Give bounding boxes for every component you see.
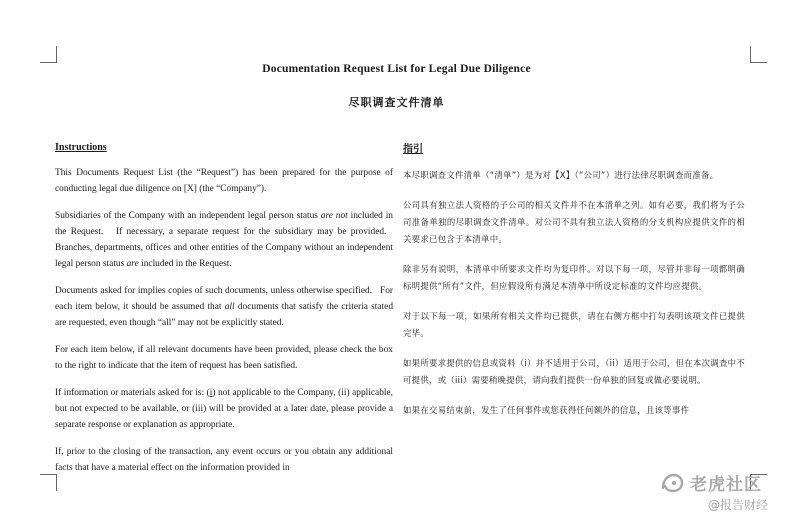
english-paragraph-2: Subsidiaries of the Company with an independent legal person status are not included in the Request. If necessary, a separate request for the subsidiary may be provided. Branches, departments, offices and other entities of the Company without an independent legal person status are included in the Request. bbox=[55, 211, 393, 269]
english-paragraph-6: If, prior to the closing of the transaction, any event occurs or you obtain any additional facts that have a material effect on the information provided in bbox=[55, 447, 393, 473]
english-paragraph-3: Documents asked for implies copies of such documents, unless otherwise specified. For each item below, it should be assumed that all documents that satisfy the criteria stated are requested, even though “all” may not be explicitly stated. bbox=[55, 286, 394, 328]
crop-mark-bottom-left bbox=[40, 474, 57, 491]
document-title-english: Documentation Request List for Legal Due Diligence bbox=[262, 63, 531, 75]
chinese-paragraph-1: 本尽职调查文件清单（“清单”）是为对【X】（“公司”）进行法律尽职调查而准备。 bbox=[403, 170, 719, 180]
crop-mark-top-right bbox=[750, 46, 767, 63]
english-column bbox=[55, 142, 393, 476]
chinese-paragraph-5: 如果所要求提供的信息或资料（i）并不适用于公司，（ii）适用于公司，但在本次调查中不可提供，或（iii）需要稍晚提供，请向我们提供一份单独的回复或做必要说明。 bbox=[403, 358, 746, 385]
document-title-chinese: 尽职调查文件清单 bbox=[348, 96, 445, 109]
english-paragraph-4: For each item below, if all relevant documents have been provided, please check the box to the right to indicate that the item of request has been satisfied. bbox=[55, 345, 393, 371]
english-paragraph-5: If information or materials asked for is: (i) not applicable to the Company, (ii) applicable, but not expected to be available, or (iii) will be provided at a later date, please provide a separate response or explanation as appropriate. bbox=[55, 388, 393, 430]
watermark bbox=[660, 470, 790, 518]
chinese-column bbox=[403, 140, 745, 419]
watermark-sub-text: @报告财经 bbox=[708, 498, 769, 512]
chinese-paragraph-4: 对于以下每一项，如果所有相关文件均已提供，请在右侧方框中打勾表明该项文件已提供完毕。 bbox=[403, 311, 745, 338]
chinese-paragraph-2: 公司具有独立法人资格的子公司的相关文件并不在本清单之列。如有必要，我们将为子公司准备单独的尽职调查文件清单。对公司不具有独立法人资格的分支机构应提供文件的相关要求已包含于本清单中。 bbox=[403, 200, 745, 244]
instructions-heading: Instructions bbox=[55, 142, 107, 153]
watermark-main-text: 老虎社区 bbox=[690, 475, 762, 495]
chinese-paragraph-6: 如果在交易结束前，发生了任何事件或您获得任何额外的信息，且该等事件 bbox=[403, 405, 690, 415]
chinese-instructions-heading: 指引 bbox=[403, 144, 423, 155]
chinese-paragraph-3: 除非另有说明，本清单中所要求文件均为复印件。对以下每一项，尽管并非每一项都明确标明提供“所有”文件，但应假设所有满足本清单中所设定标准的文件均应提供。 bbox=[403, 264, 745, 291]
crop-mark-top-left bbox=[40, 46, 57, 63]
en-p1-text: This Documents Request List (the “Request”) has been prepared for the purpose of conducting legal due diligence on [X] (the “Company”). bbox=[55, 168, 393, 194]
tiger-logo-icon bbox=[660, 472, 684, 494]
english-paragraph-1 bbox=[55, 165, 393, 197]
